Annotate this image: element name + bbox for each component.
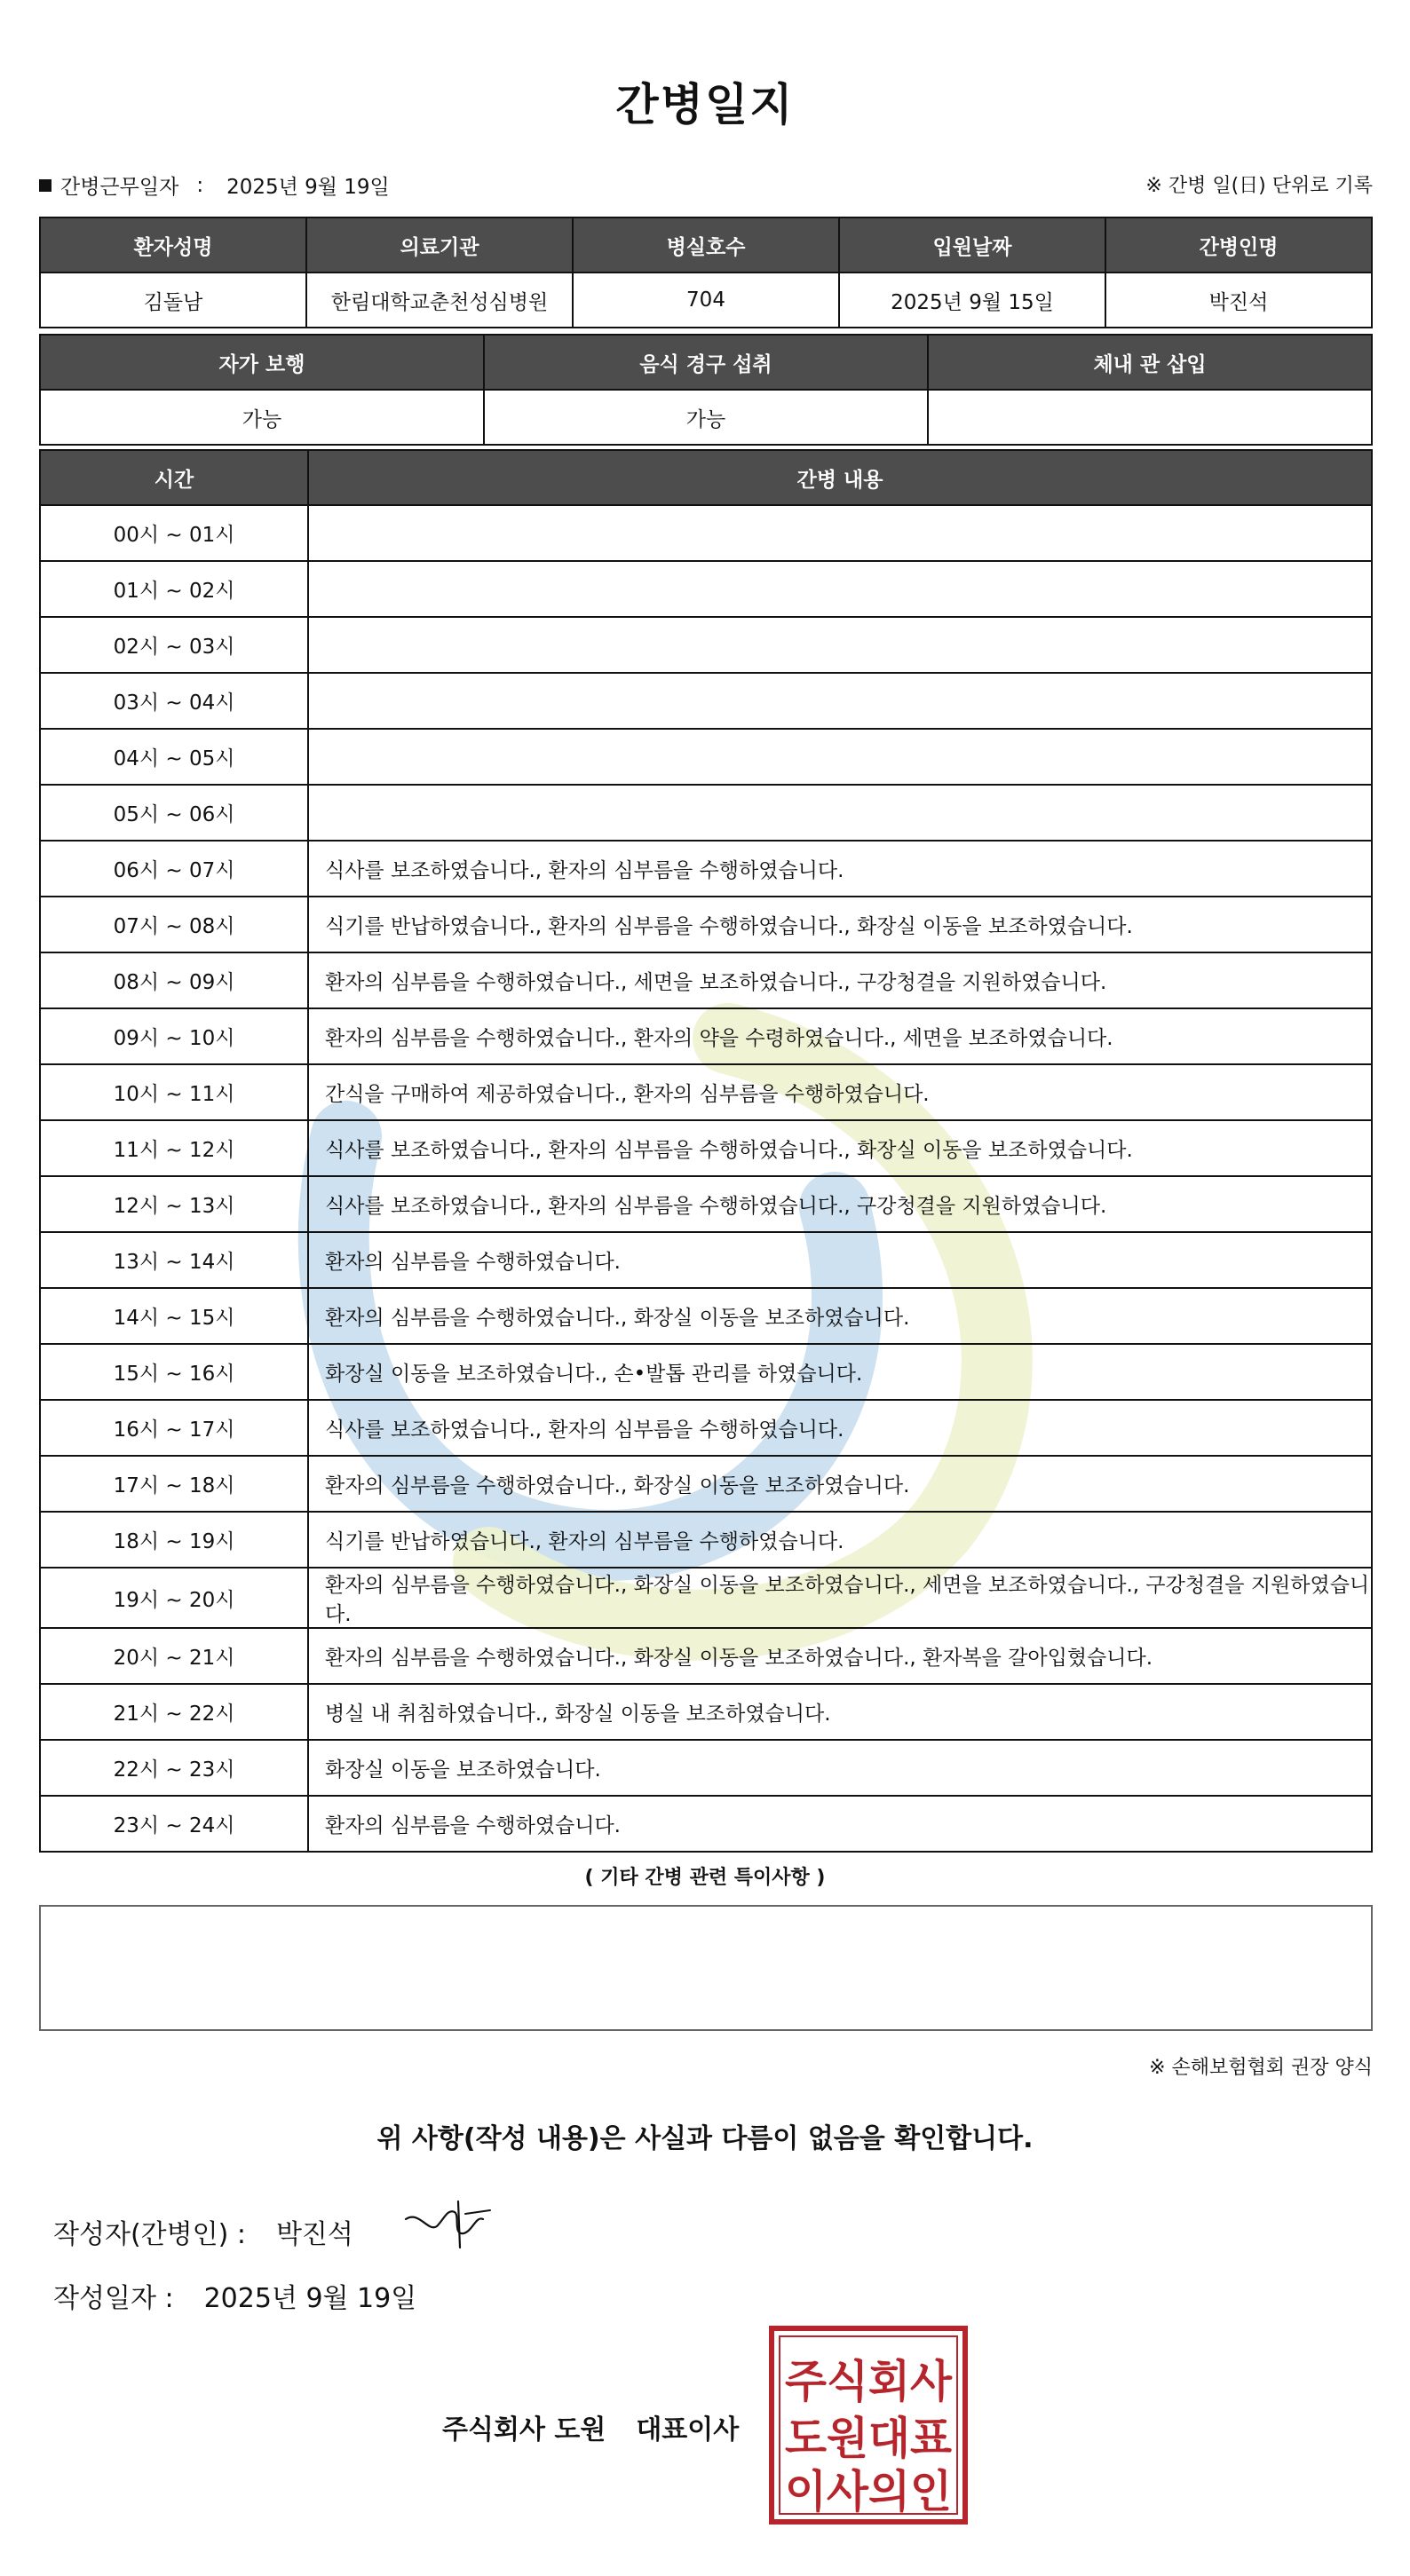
care-log-row — [40, 1796, 1372, 1852]
care-log-row — [40, 897, 1372, 952]
care-log-time: 11시 ~ 12시 — [40, 1120, 308, 1176]
care-log-content — [308, 561, 1372, 617]
care-log-time: 17시 ~ 18시 — [40, 1456, 308, 1512]
care-log-body — [40, 505, 1372, 1852]
care-log-time: 05시 ~ 06시 — [40, 785, 308, 841]
special-notes-title: ( 기타 간병 관련 특이사항 ) — [584, 1867, 826, 1889]
care-log-time: 02시 ~ 03시 — [40, 617, 308, 673]
care-log-time: 09시 ~ 10시 — [40, 1008, 308, 1064]
care-log-content: 화장실 이동을 보조하였습니다. — [308, 1740, 1372, 1796]
care-log-time: 13시 ~ 14시 — [40, 1232, 308, 1288]
care-log-time: 01시 ~ 02시 — [40, 561, 308, 617]
seal-line-3: 이사의인 — [785, 2466, 952, 2517]
self-walking-value: 가능 — [40, 390, 484, 445]
care-log-content: 식사를 보조하였습니다., 환자의 심부름을 수행하였습니다., 화장실 이동을 보조하였습니다. — [308, 1120, 1372, 1176]
company-seal — [769, 2326, 968, 2525]
care-log-content: 환자의 심부름을 수행하였습니다., 화장실 이동을 보조하였습니다. — [308, 1456, 1372, 1512]
care-log-content: 환자의 심부름을 수행하였습니다., 화장실 이동을 보조하였습니다., 환자복을 갈아입혔습니다. — [308, 1628, 1372, 1684]
write-date-line — [53, 2276, 416, 2315]
status-header-row — [40, 335, 1372, 390]
work-date-label: 간병근무일자 — [60, 176, 179, 199]
record-unit-note: ※ 간병 일(日) 단위로 기록 — [1145, 175, 1373, 197]
header-hospital: 의료기관 — [306, 217, 573, 273]
header-admission-date: 입원날짜 — [839, 217, 1105, 273]
care-log-row — [40, 1176, 1372, 1232]
care-log-content: 간식을 구매하여 제공하였습니다., 환자의 심부름을 수행하였습니다. — [308, 1064, 1372, 1120]
care-log-row — [40, 1740, 1372, 1796]
care-log-row — [40, 1288, 1372, 1344]
care-log-time: 20시 ~ 21시 — [40, 1628, 308, 1684]
care-log-time: 22시 ~ 23시 — [40, 1740, 308, 1796]
care-log-time: 08시 ~ 09시 — [40, 952, 308, 1008]
care-log-row — [40, 1064, 1372, 1120]
confirmation-statement: 위 사항(작성 내용)은 사실과 다름이 없음을 확인합니다. — [376, 2123, 1034, 2154]
write-date-value: 2025년 9월 19일 — [203, 2283, 417, 2314]
care-log-time: 06시 ~ 07시 — [40, 841, 308, 897]
care-log-time: 15시 ~ 16시 — [40, 1344, 308, 1400]
header-room-number: 병실호수 — [573, 217, 839, 273]
care-log-row — [40, 561, 1372, 617]
care-log-time: 23시 ~ 24시 — [40, 1796, 308, 1852]
special-notes-box — [39, 1905, 1373, 2031]
care-log-content: 병실 내 취침하였습니다., 화장실 이동을 보조하였습니다. — [308, 1684, 1372, 1740]
care-log-row — [40, 952, 1372, 1008]
caregiver-name: 박진석 — [1105, 273, 1372, 328]
care-log-content: 환자의 심부름을 수행하였습니다., 화장실 이동을 보조하였습니다., 세면을 보조하였습니다., 구강청결을 지원하였습니다. — [308, 1568, 1372, 1628]
writer-line — [53, 2212, 353, 2251]
admission-date: 2025년 9월 15일 — [839, 273, 1105, 328]
care-log-content: 식사를 보조하였습니다., 환자의 심부름을 수행하였습니다. — [308, 841, 1372, 897]
care-log-row — [40, 673, 1372, 729]
care-log-content: 환자의 심부름을 수행하였습니다., 세면을 보조하였습니다., 구강청결을 지원하였습니다. — [308, 952, 1372, 1008]
care-log-row — [40, 1232, 1372, 1288]
document-title: 간병일지 — [615, 79, 795, 130]
bullet-square-icon — [39, 179, 51, 192]
care-log-time: 18시 ~ 19시 — [40, 1512, 308, 1568]
care-log-time: 07시 ~ 08시 — [40, 897, 308, 952]
header-time: 시간 — [40, 450, 308, 505]
care-log-row — [40, 1568, 1372, 1628]
care-log-content: 식기를 반납하였습니다., 환자의 심부름을 수행하였습니다. — [308, 1512, 1372, 1568]
care-log-row — [40, 785, 1372, 841]
company-line — [442, 2407, 739, 2446]
care-log-content — [308, 785, 1372, 841]
care-log-time: 10시 ~ 11시 — [40, 1064, 308, 1120]
care-log-table — [39, 449, 1373, 1853]
care-log-row — [40, 1400, 1372, 1456]
care-log-header-row — [40, 450, 1372, 505]
tube-insertion-value — [928, 390, 1372, 445]
care-log-time: 12시 ~ 13시 — [40, 1176, 308, 1232]
care-log-content — [308, 729, 1372, 785]
header-tube-insertion: 체내 관 삽입 — [928, 335, 1372, 390]
header-patient-name: 환자성명 — [40, 217, 306, 273]
care-log-content: 화장실 이동을 보조하였습니다., 손•발톱 관리를 하였습니다. — [308, 1344, 1372, 1400]
care-log-content: 식사를 보조하였습니다., 환자의 심부름을 수행하였습니다., 구강청결을 지원하였습니다. — [308, 1176, 1372, 1232]
hospital-name: 한림대학교춘천성심병원 — [306, 273, 573, 328]
patient-info-value-row — [40, 273, 1372, 328]
seal-line-1: 주식회사 — [785, 2356, 953, 2407]
care-log-content: 환자의 심부름을 수행하였습니다., 화장실 이동을 보조하였습니다. — [308, 1288, 1372, 1344]
header-caregiver-name: 간병인명 — [1105, 217, 1372, 273]
care-log-time: 16시 ~ 17시 — [40, 1400, 308, 1456]
care-log-content — [308, 505, 1372, 561]
care-log-time: 00시 ~ 01시 — [40, 505, 308, 561]
care-log-row — [40, 1684, 1372, 1740]
header-care-content: 간병 내용 — [308, 450, 1372, 505]
oral-intake-value: 가능 — [484, 390, 928, 445]
care-log-row — [40, 729, 1372, 785]
writer-label: 작성자(간병인) : — [53, 2219, 246, 2250]
header-self-walking: 자가 보행 — [40, 335, 484, 390]
care-log-row — [40, 1456, 1372, 1512]
care-log-time: 21시 ~ 22시 — [40, 1684, 308, 1740]
care-log-row — [40, 1120, 1372, 1176]
write-date-label: 작성일자 : — [53, 2283, 174, 2314]
care-log-content — [308, 617, 1372, 673]
form-footnote: ※ 손해보험협회 권장 양식 — [1149, 2057, 1373, 2079]
care-log-row — [40, 1628, 1372, 1684]
work-date — [39, 170, 390, 200]
care-log-content: 환자의 심부름을 수행하였습니다. — [308, 1796, 1372, 1852]
patient-info-header-row — [40, 217, 1372, 273]
care-log-content: 환자의 심부름을 수행하였습니다., 환자의 약을 수령하였습니다., 세면을 보조하였습니다. — [308, 1008, 1372, 1064]
handwritten-signature — [401, 2193, 499, 2255]
care-log-content — [308, 673, 1372, 729]
patient-name: 김돌남 — [40, 273, 306, 328]
work-date-value: 2025년 9월 19일 — [226, 176, 390, 199]
work-date-colon: : — [196, 173, 204, 197]
header-oral-intake: 음식 경구 섭취 — [484, 335, 928, 390]
room-number: 704 — [573, 273, 839, 328]
care-log-content: 식기를 반납하였습니다., 환자의 심부름을 수행하였습니다., 화장실 이동을 보조하였습니다. — [308, 897, 1372, 952]
patient-status-table — [39, 334, 1373, 446]
writer-name: 박진석 — [275, 2219, 353, 2250]
care-log-row — [40, 1512, 1372, 1568]
care-log-row — [40, 841, 1372, 897]
care-log-row — [40, 505, 1372, 561]
meta-row — [39, 170, 1373, 206]
care-log-row — [40, 1008, 1372, 1064]
patient-info-table — [39, 217, 1373, 328]
care-log-content: 환자의 심부름을 수행하였습니다. — [308, 1232, 1372, 1288]
care-log-row — [40, 617, 1372, 673]
care-log-row — [40, 1344, 1372, 1400]
care-log-time: 03시 ~ 04시 — [40, 673, 308, 729]
care-log-content: 식사를 보조하였습니다., 환자의 심부름을 수행하였습니다. — [308, 1400, 1372, 1456]
seal-line-2: 도원대표 — [785, 2413, 953, 2464]
status-value-row — [40, 390, 1372, 445]
care-log-time: 14시 ~ 15시 — [40, 1288, 308, 1344]
care-log-time: 04시 ~ 05시 — [40, 729, 308, 785]
company-name: 주식회사 도원 — [442, 2414, 606, 2446]
care-log-time: 19시 ~ 20시 — [40, 1568, 308, 1628]
company-role: 대표이사 — [636, 2414, 740, 2446]
